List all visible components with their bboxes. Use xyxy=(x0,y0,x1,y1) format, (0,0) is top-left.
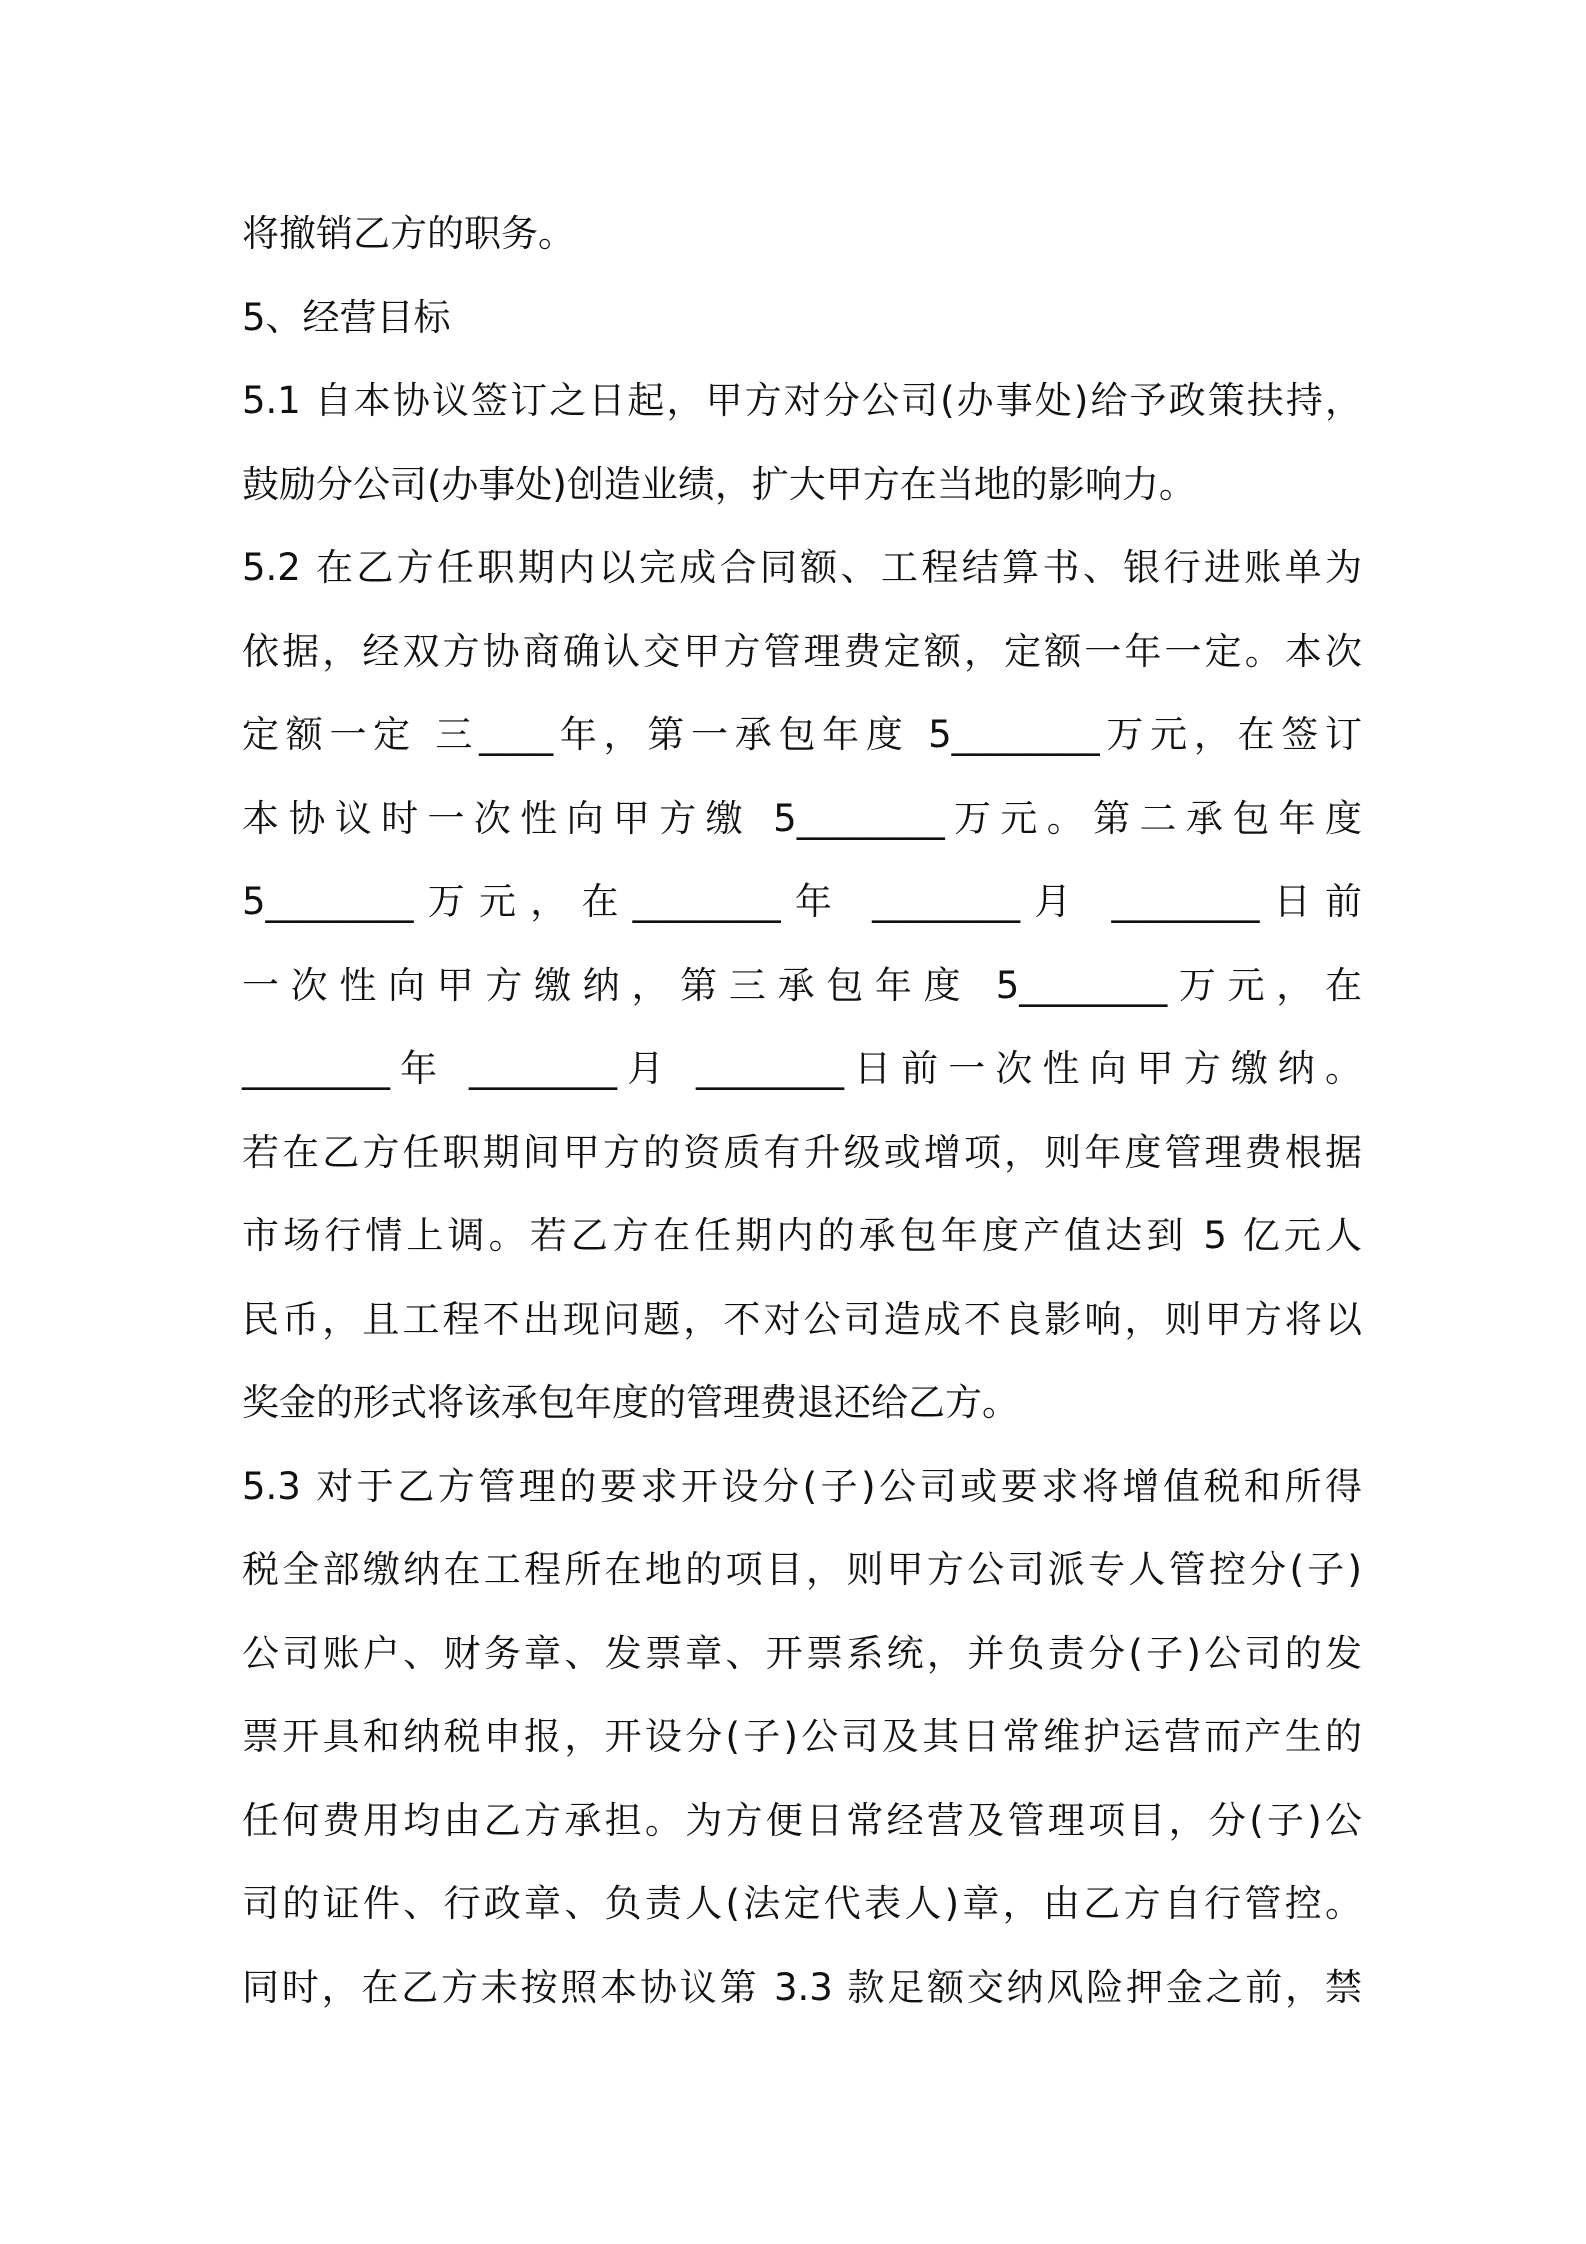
text-line-6: 依据，经双方协商确认交甲方管理费定额，定额一年一定。本次 xyxy=(242,629,1362,673)
text-line-8: 本协议时一次性向甲方缴 5________万元。第二承包年度 xyxy=(242,796,1362,840)
text-line-9: 5________万元，在________年 ________月 ________日前 xyxy=(242,880,1362,923)
text-line-19: 票开具和纳税申报，开设分(子)公司及其日常维护运营而产生的 xyxy=(242,1715,1362,1758)
text-line-5: 5.2 在乙方任职期内以完成合同额、工程结算书、银行进账单为 xyxy=(242,546,1362,589)
section-heading-operating-goals: 5、经营目标 xyxy=(242,295,451,339)
text-line-1: 将撤销乙方的职务。 xyxy=(242,212,575,255)
text-line-13: 市场行情上调。若乙方在任期内的承包年度产值达到 5 亿元人 xyxy=(242,1214,1362,1257)
text-line-12: 若在乙方任职期间甲方的资质有升级或增项，则年度管理费根据 xyxy=(242,1130,1362,1174)
text-line-3: 5.1 自本协议签订之日起，甲方对分公司(办事处)给予政策扶持， xyxy=(242,379,1362,422)
text-line-20: 任何费用均由乙方承担。为方便日常经营及管理项目，分(子)公 xyxy=(242,1798,1362,1842)
text-line-18: 公司账户、财务章、发票章、开票系统，并负责分(子)公司的发 xyxy=(242,1631,1362,1675)
text-line-11: ________年 ________月 ________日前一次性向甲方缴纳。 xyxy=(242,1047,1362,1090)
text-line-22: 同时，在乙方未按照本协议第 3.3 款足额交纳风险押金之前，禁 xyxy=(242,1965,1362,2009)
text-line-17: 税全部缴纳在工程所在地的项目，则甲方公司派专人管控分(子) xyxy=(242,1548,1362,1591)
text-line-15: 奖金的形式将该承包年度的管理费退还给乙方。 xyxy=(242,1381,1019,1424)
text-line-16: 5.3 对于乙方管理的要求开设分(子)公司或要求将增值税和所得 xyxy=(242,1464,1362,1508)
text-line-7: 定额一定 三____年，第一承包年度 5________万元，在签订 xyxy=(242,713,1362,756)
text-line-4: 鼓励分公司(办事处)创造业绩，扩大甲方在当地的影响力。 xyxy=(242,462,1196,506)
contract-body-text xyxy=(242,192,1362,2029)
text-line-10: 一次性向甲方缴纳，第三承包年度 5________万元，在 xyxy=(242,963,1362,1007)
text-line-21: 司的证件、行政章、负责人(法定代表人)章，由乙方自行管控。 xyxy=(242,1882,1362,1925)
text-line-14: 民币，且工程不出现问题，不对公司造成不良影响，则甲方将以 xyxy=(242,1297,1362,1341)
